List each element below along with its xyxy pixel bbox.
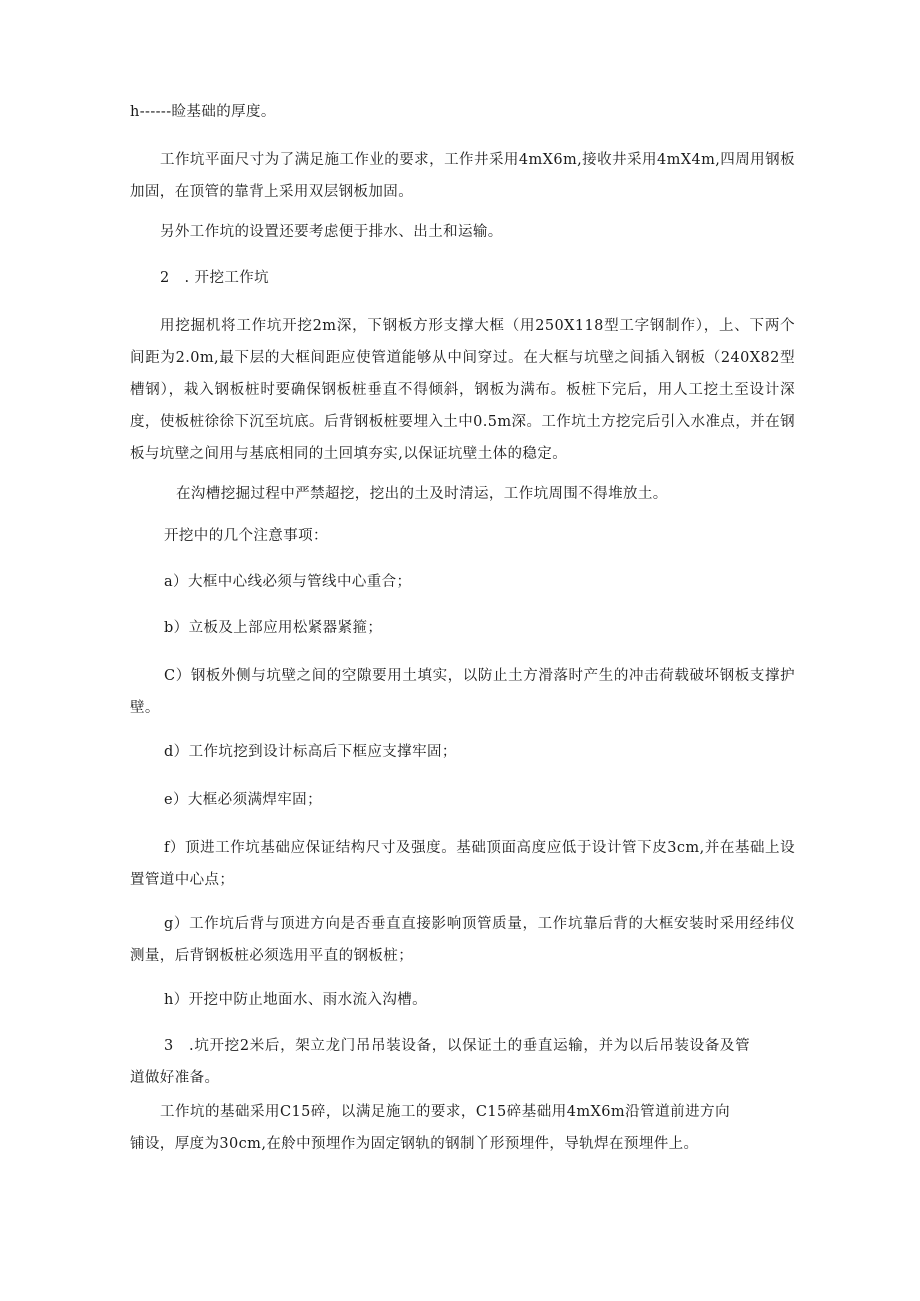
note-h: h）开挖中防止地面水、雨水流入沟槽。 <box>164 992 428 1008</box>
paragraph-pit-setup: 另外工作坑的设置还要考虑便于排水、出土和运输。 <box>160 224 503 240</box>
note-c: C）钢板外侧与坑壁之间的空隙要用土填实，以防止土方滑落时产生的冲击荷载破坏钢板支撑护壁。 <box>130 668 795 716</box>
paragraph-h-definition: h------睑基础的厚度。 <box>130 104 276 120</box>
note-f: f）顶进工作坑基础应保证结构尺寸及强度。基础顶面高度应低于设计管下皮3cm,并在基础上设置管道中心点； <box>130 840 795 888</box>
paragraph-pit-dimensions: 工作坑平面尺寸为了满足施工作业的要求，工作井采用4mX6m,接收井采用4mX4m,四周用钢板加固，在顶管的靠背上采用双层钢板加固。 <box>130 152 795 200</box>
note-b: b）立板及上部应用松紧器紧箍； <box>164 620 383 636</box>
paragraph-excavation-method: 用挖掘机将工作坑开挖2m深，下钢板方形支撑大框（用250X118型工字钢制作），上、下两个间距为2.0m,最下层的大框间距应使管道能够从中间穿过。在大框与坑壁之间插入钢板（240X82型槽钢），栽入钢板桩时要确保钢板桩垂直不得倾斜，钢板为满布。板桩下完后，用人工挖土至设计深度，使板桩徐徐下沉至坑底。后背钢板桩要埋入土中0.5m深。工作坑土方挖完后引入水准点，并在钢板与坑壁之间用与基底相同的土回填夯实,以保证坑壁土体的稳定。 <box>130 318 795 462</box>
paragraph-no-overdig: 在沟槽挖掘过程中严禁超挖，挖出的土及时清运，工作坑周围不得堆放土。 <box>176 486 668 502</box>
note-d: d）工作坑挖到设计标高后下框应支撑牢固； <box>164 744 457 760</box>
note-e: e）大框必须满焊牢固； <box>164 792 322 808</box>
heading-excavate-pit: 2 . 开挖工作坑 <box>160 270 270 286</box>
note-g: g）工作坑后背与顶进方向是否垂直直接影响顶管质量，工作坑靠后背的大框安装时采用经纬仪测量，后背钢板桩必须选用平直的钢板桩； <box>130 916 795 964</box>
paragraph-pit-foundation: 工作坑的基础采用C15碎，以满足施工的要求，C15碎基础用4mX6m沿管道前进方向铺设，厚度为30cm,在舲中预埋作为固定钢轨的钢制丫形预埋件，导轨焊在预埋件上。 <box>130 1104 730 1152</box>
paragraph-notes-heading: 开挖中的几个注意事项： <box>164 528 328 544</box>
note-a: a）大框中心线必须与管线中心重合； <box>164 574 412 590</box>
paragraph-gantry-crane: 3 .坑开挖2米后，架立龙门吊吊装设备，以保证土的垂直运输，并为以后吊装设备及管道做好准备。 <box>130 1038 750 1086</box>
